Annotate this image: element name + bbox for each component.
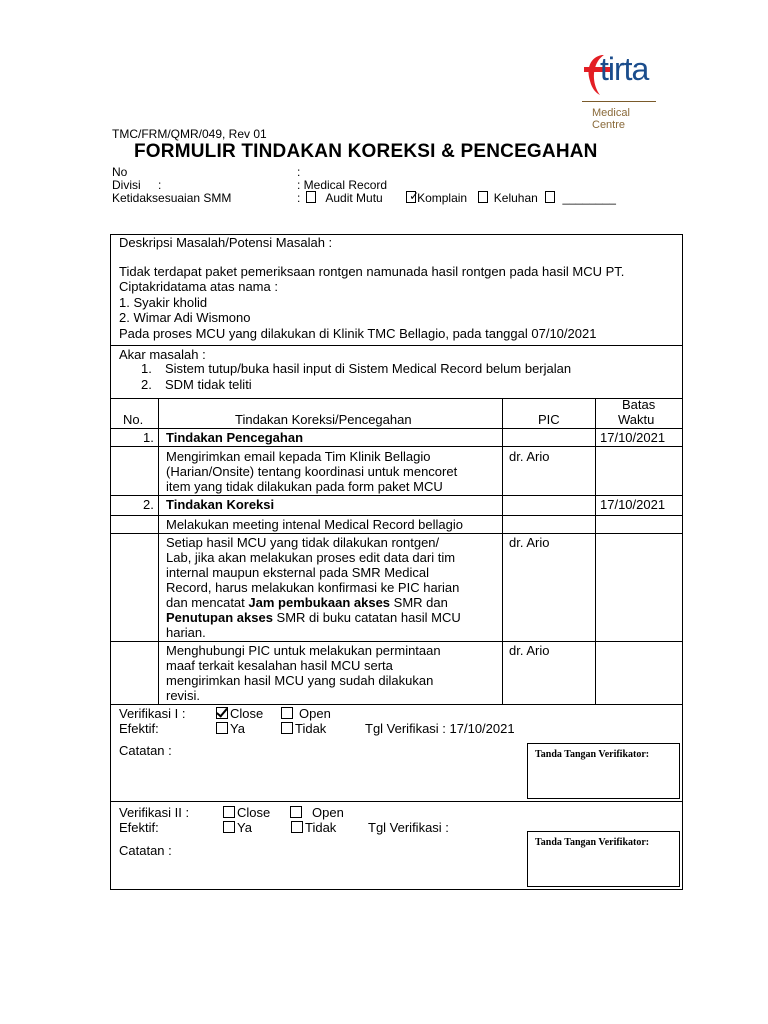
table-cell-text: Menghubungi PIC untuk melakukan permintaan	[166, 643, 441, 658]
verif2-open-option[interactable]	[290, 805, 344, 820]
table-cell-text: Melakukan meeting intenal Medical Record bellagio	[166, 517, 464, 532]
verif1-tidak-checkbox[interactable]	[281, 722, 293, 734]
table-bottom-border	[111, 704, 682, 705]
verif1-ya-label: Ya	[230, 721, 245, 736]
verif1-ya-checkbox[interactable]	[216, 722, 228, 734]
deskripsi-line-2: Ciptakridatama atas nama :	[119, 279, 278, 294]
verif1-open-checkbox[interactable]	[281, 707, 293, 719]
no-colon: :	[297, 165, 301, 179]
table-col-divider	[502, 398, 503, 704]
table-cell-pic: dr. Ario	[509, 449, 550, 464]
akar-item-text: Sistem tutup/buka hasil input di Sistem Medical Record belum berjalan	[165, 361, 572, 376]
audit-label: Audit Mutu	[325, 191, 383, 205]
divisi-value: : Medical Record	[297, 178, 388, 192]
akar-item-text: SDM tidak teliti	[165, 377, 252, 392]
divider	[111, 801, 682, 802]
table-cell-text: internal maupun eksternal pada SMR Medical	[166, 565, 430, 580]
table-cell-text	[166, 610, 461, 625]
verif2-ya-label: Ya	[237, 820, 252, 835]
col-header-tindakan: Tindakan Koreksi/Pencegahan	[235, 412, 412, 427]
logo-brand-text: tirta	[600, 51, 649, 87]
col-header-waktu: Waktu	[618, 412, 655, 427]
verif1-tgl: Tgl Verifikasi : 17/10/2021	[365, 721, 515, 736]
deskripsi-line-5: Pada proses MCU yang dilakukan di Klinik TMC Bellagio, pada tanggal 07/10/2021	[119, 326, 597, 341]
komplain-label: Komplain	[417, 191, 468, 205]
verif2-signature-label: Tanda Tangan Verifikator:	[535, 837, 650, 848]
no-label: No	[112, 165, 128, 179]
verif2-tgl: Tgl Verifikasi :	[368, 820, 449, 835]
table-cell-pic: dr. Ario	[509, 535, 550, 550]
col-header-pic: PIC	[538, 412, 560, 427]
akar-item-num: 1.	[141, 361, 152, 376]
lainnya-blank: ________	[562, 191, 616, 205]
table-cell-text: Setiap hasil MCU yang tidak dilakukan rontgen/	[166, 535, 440, 550]
table-cell-section-title: Tindakan Koreksi	[166, 497, 275, 512]
verif2-tidak-checkbox[interactable]	[291, 821, 303, 833]
verif2-efektif-label: Efektif:	[119, 820, 159, 835]
text-run-bold: Penutupan akses	[166, 610, 273, 625]
verif1-close-checkbox[interactable]	[216, 707, 228, 719]
company-logo	[582, 45, 660, 131]
logo-divider	[582, 101, 656, 102]
verif1-close-option[interactable]	[216, 706, 263, 721]
deskripsi-line-1: Tidak terdapat paket pemeriksaan rontgen namunada hasil rontgen pada hasil MCU PT.	[119, 264, 625, 279]
divider	[111, 345, 682, 346]
akar-label: Akar masalah :	[119, 347, 206, 362]
akar-item-num: 2.	[141, 377, 152, 392]
smm-colon: :	[297, 191, 301, 205]
table-col-divider	[158, 398, 159, 704]
verif1-tidak-label: Tidak	[295, 721, 327, 736]
text-run: SMR dan	[390, 595, 448, 610]
text-run-bold: Jam pembukaan akses	[248, 595, 391, 610]
verif2-tidak-option[interactable]	[291, 820, 336, 835]
smm-options	[306, 191, 616, 205]
table-cell-text: revisi.	[166, 688, 200, 703]
page-title: FORMULIR TINDAKAN KOREKSI & PENCEGAHAN	[134, 141, 598, 162]
verif1-open-label: Open	[299, 706, 331, 721]
table-cell-text: maaf terkait kesalahan hasil MCU serta	[166, 658, 393, 673]
verif2-tidak-label: Tidak	[305, 820, 337, 835]
form-frame	[110, 234, 683, 890]
verif1-signature-label: Tanda Tangan Verifikator:	[535, 749, 650, 760]
table-row-border	[111, 533, 682, 534]
verif1-tidak-option[interactable]	[281, 721, 326, 736]
verif1-close-label: Close	[230, 706, 264, 721]
text-run: dan mencatat	[166, 595, 249, 610]
table-cell-text: Mengirimkan email kepada Tim Klinik Bellagio	[166, 449, 431, 464]
table-cell-section-title: Tindakan Pencegahan	[166, 430, 304, 445]
audit-checkbox[interactable]	[306, 191, 316, 203]
table-cell-no: 2.	[143, 497, 154, 512]
text-run: SMR di buku catatan hasil MCU	[272, 610, 461, 625]
verif2-signature-box	[527, 831, 680, 887]
verif1-signature-box	[527, 743, 680, 799]
verif1-open-option[interactable]	[281, 706, 331, 721]
lainnya-checkbox[interactable]	[545, 191, 555, 203]
verif2-ya-checkbox[interactable]	[223, 821, 235, 833]
verif2-close-option[interactable]	[223, 805, 270, 820]
table-cell-date: 17/10/2021	[600, 430, 666, 445]
table-cell-text: (Harian/Onsite) tentang koordinasi untuk mencoret	[166, 464, 458, 479]
table-row-border	[111, 515, 682, 516]
col-header-no: No.	[123, 412, 144, 427]
table-cell-text: harian.	[166, 625, 206, 640]
divisi-colon: :	[158, 178, 162, 192]
smm-label: Ketidaksesuaian SMM	[112, 191, 232, 205]
verif2-open-label: Open	[312, 805, 344, 820]
divisi-label: Divisi	[112, 178, 141, 192]
deskripsi-label: Deskripsi Masalah/Potensi Masalah :	[119, 235, 333, 250]
document-code: TMC/FRM/QMR/049, Rev 01	[112, 127, 267, 141]
keluhan-label: Keluhan	[493, 191, 538, 205]
verif2-catatan: Catatan :	[119, 843, 172, 858]
table-cell-no: 1.	[143, 430, 154, 445]
table-col-divider	[595, 398, 596, 704]
verif1-efektif-label: Efektif:	[119, 721, 159, 736]
table-cell-text	[166, 595, 448, 610]
table-cell-text: item yang tidak dilakukan pada form paket MCU	[166, 479, 443, 494]
verif2-close-label: Close	[237, 805, 271, 820]
table-header-border	[111, 428, 682, 429]
table-cell-text: Record, harus melakukan konfirmasi ke PIC harian	[166, 580, 460, 595]
table-cell-pic: dr. Ario	[509, 643, 550, 658]
verif2-ya-option[interactable]	[223, 820, 252, 835]
verif2-open-checkbox[interactable]	[290, 806, 302, 818]
deskripsi-line-3: 1. Syakir kholid	[119, 295, 208, 310]
col-header-batas: Batas	[622, 397, 656, 412]
table-cell-text: Lab, jika akan melakukan proses edit data dari tim	[166, 550, 456, 565]
logo-subtitle: Medical Centre	[592, 107, 630, 131]
verif1-catatan: Catatan :	[119, 743, 172, 758]
verif2-label: Verifikasi II :	[119, 805, 190, 820]
table-cell-date: 17/10/2021	[600, 497, 666, 512]
verif2-close-checkbox[interactable]	[223, 806, 235, 818]
verif1-ya-option[interactable]	[216, 721, 245, 736]
deskripsi-line-4: 2. Wimar Adi Wismono	[119, 310, 251, 325]
table-row-border	[111, 446, 682, 447]
table-row-border	[111, 641, 682, 642]
table-top-border	[111, 398, 682, 399]
verif1-label: Verifikasi I :	[119, 706, 186, 721]
table-cell-text: mengirimkan hasil MCU yang sudah dilakukan	[166, 673, 434, 688]
keluhan-prefix-checkbox[interactable]	[478, 191, 488, 203]
komplain-checkbox[interactable]: ✓	[406, 191, 416, 203]
table-row-border	[111, 495, 682, 496]
